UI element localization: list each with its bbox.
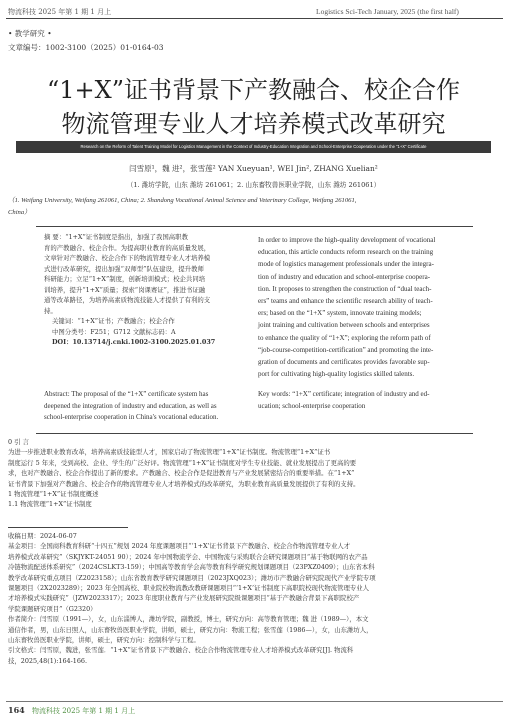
abstract-cn-line: 训培养，提升“1+X”质量；探索“岗课赛证”，推进书证融 — [44, 285, 206, 294]
abstract-cn-line: 持。 — [44, 306, 57, 315]
abstract-box-top — [36, 226, 473, 227]
footnote-line: 技，2025,48(1):164-166. — [8, 656, 87, 665]
footer-rule — [6, 701, 503, 702]
footnote-rule — [8, 527, 128, 528]
footnotes — [8, 531, 376, 666]
abstract-en-right — [258, 234, 435, 413]
footnote-line: 作者简介：闫雪原（1991—），女，山东淄博人，潍坊学院，副教授，博士，研究方向：高等教育管理；魏 进（1989—），本文 — [8, 615, 369, 624]
abstract-en-line: In order to improve the high-quality development of vocational — [258, 236, 436, 244]
abstract-cn-line: 育的产教融合、校企合作。为提高职业教育的高质量发展， — [44, 243, 211, 252]
clc-line: 中图分类号：F251；G712 文献标志码：A — [52, 327, 176, 336]
footnote-line: 教学改革研究重点项目（Z2023158）；山东省教育教学研究课题项目（2023JXQ023）；潍坊市产教融合研究院现代产业学院专项 — [8, 573, 376, 582]
body-line: 求，也对产教融合、校企合作提出了新的要求。产教融合、校企合作是促进教育与产业发展紧密结合的重要举措。在“1+X” — [8, 469, 355, 478]
body-line: 证书背景下加强对产教融合、校企合作的物流管理专业人才培养模式的改革研究，为职业教育高质量发展提供了有利的支持。 — [8, 479, 360, 488]
abstract-cn-line: 摘 要：“1+X”证书制度是指出，加强了我国高职教 — [44, 233, 188, 241]
abstract-box-bottom — [36, 433, 473, 434]
body-line: 为进一步推进职业教育改革，培养高素质技能型人才，国家启动了物流管理“1+X”证书制度。物流管理“1+X”证书 — [8, 448, 331, 457]
abstract-en-line: education, this article conducts reform research on the training — [258, 248, 434, 257]
abstract-en-line: gration of documents and certificates provides favorable sup- — [258, 357, 430, 366]
abstract-en-line: tion. It proposes to strengthen the construction of “dual teach- — [258, 284, 432, 293]
abstract-en-line: Abstract: The proposal of the “1+X” certificate system has — [44, 390, 209, 398]
keywords-cn: 关键词：“1+X”证书；产教融合；校企合作 — [52, 317, 175, 325]
footnote-line: 基金项目：全国商科教育科研“十四五”规划 2024 年度课题项目“‘1+X’证书背景下产教融合、校企合作物流管理专业人才 — [8, 542, 351, 551]
section-heading: 1 物流管理“1+X”证书制度概述 — [8, 489, 99, 498]
footnote-line: 学院课题研究项目”（G2320） — [8, 604, 97, 613]
authors: 闫雪原¹，魏 进²，张雪莲² YAN Xueyuan¹, WEI Jin², ZHANG Xuelian² — [129, 164, 378, 173]
keywords-en-line: ucation; school-enterprise cooperation — [258, 402, 366, 411]
doi-line: DOI：10.13714/j.cnki.1002-3100.2025.01.037 — [52, 338, 216, 346]
abstract-en-line: ers” teams and enhance the scientific research ability of teach- — [258, 296, 433, 305]
article-number: 文章编号：1002-3100（2025）01-0164-03 — [8, 43, 164, 52]
header-rule — [6, 18, 503, 19]
abstract-en-line: mode of logistics management professionals under the integra- — [258, 260, 434, 269]
footer-journal: 物流科技 2025 年第 1 期 1 月上 — [32, 707, 136, 715]
abstract-en-line: port for cultivating high-quality logistics skilled talents. — [258, 370, 415, 379]
footnote-line: 才培养模式实践研究”（JZW2023317）；2023 年度职业教育与产业发展研究院级课题项目“基于产教融合背景下高职院校产 — [8, 594, 360, 603]
affiliation-cn: （1. 潍坊学院，山东 潍坊 261061；2. 山东畜牧兽医职业学院，山东 潍坊 261061） — [126, 181, 381, 189]
abstract-en-left — [44, 389, 218, 424]
abstract-en-line: ers; based on the “1+X” system, innovate training models; — [258, 309, 422, 318]
running-header-left: 物流科技 2025 年第 1 期 1 月上 — [8, 8, 112, 16]
title-line-1: “1+X”证书背景下产教融合、校企合作 — [46, 76, 460, 104]
abstract-cn-line: 式进行改革研究，提出加强“双师型”队伍建设，提升教师 — [44, 264, 204, 273]
abstract-en-line: “job-course-competition-certification” and promoting the inte- — [258, 345, 434, 354]
footnote-line: 山东畜牧兽医职业学院，讲师，硕士，研究方向：控制科学与工程。 — [8, 635, 200, 644]
footnote-line: 通信作者，男，山东日照人，山东畜牧兽医职业学院，讲师，硕士，研究方向：物流工程；张雪莲（1986—），女，山东潍坊人， — [8, 625, 373, 634]
abstract-en-line: school-enterprise cooperation in China's vocational education. — [44, 413, 219, 421]
title-line-2: 物流管理专业人才培养模式改革研究 — [61, 110, 446, 138]
body-line: 制度运行 5 年来，受到高校、企业、学生的广泛好评。物流管理“1+X”证书制度对学生专业技能、就业发展提出了更高的要 — [8, 458, 357, 467]
abstract-en-line: joint training and cultivation between schools and enterprises — [258, 321, 430, 330]
abstract-en-line: to enhance the quality of “1+X”; exploring the reform path of — [258, 333, 431, 342]
keywords-en-line: Key words: “1+X” certificate; integration of industry and ed- — [258, 390, 430, 399]
abstract-en-line: deepened the integration of industry and education, as well as — [44, 401, 217, 410]
abstract-en-line: tion of industry and education and school-enterprise coopera- — [258, 272, 431, 281]
abstract-cn-line: 科研能力；立足“1+X”制度，创新培训模式；校企共同培 — [44, 275, 206, 283]
abstract-cn-line: 通等改革路径，为培养高素质物流技能人才提供了有利的支 — [44, 296, 211, 304]
footnote-line: 引文格式：闫雪原，魏进，张雪莲．“1+X”证书背景下产教融合、校企合作物流管理专业人才培养模式改革研究[J]. 物流科 — [8, 646, 354, 655]
column-label: • 教学研究 • — [8, 29, 52, 38]
english-title-banner — [16, 141, 491, 153]
footnote-line: 课题项目（2X2023289）；2023 年全国高校、职业院校物流教改教研课题项目“‘1+X’证书制度下高职院校现代物流管理专业人 — [8, 583, 370, 592]
abstract-cn — [44, 232, 215, 348]
affiliation-en-2: China） — [8, 209, 31, 216]
affiliation-en-1: （1. Weifang University, Weifang 261061, China; 2. Shandong Vocational Animal Science and Veterinary College, Weifang 261061, — [8, 197, 357, 204]
running-header-right: Logistics Sci-Tech January, 2025 (the first half) — [316, 7, 459, 16]
footnote-line: 冷链物流配送体系研究”（2024CSLKT3-159）；中国高等教育学会高等教育科学研究规划课题项目（23PXZ0409）；山东省本科 — [8, 563, 375, 572]
footnote-line: 收稿日期：2024-06-07 — [8, 532, 77, 540]
english-title: Research on the Reform of Talent Training Model for Logistics Management in the Context of Industry-Education Integration and School-Enterprise Cooperation under the “1+X” Certificate — [80, 144, 427, 149]
subsection-heading: 1.1 物流管理“1+X”证书制度 — [8, 500, 92, 509]
abstract-cn-line: 文章针对产教融合、校企合作下的物流管理专业人才培养模 — [44, 254, 211, 262]
body-text — [8, 437, 359, 510]
page-number: 164 — [8, 705, 25, 715]
footnote-line: 培养模式改革研究”（SKJYKT-24051 90）；2024 年中国物流学会、中国物流与采购联合会研究课题项目“基于物联网的农产品 — [8, 552, 368, 561]
section-heading: 0 引 言 — [8, 438, 29, 446]
